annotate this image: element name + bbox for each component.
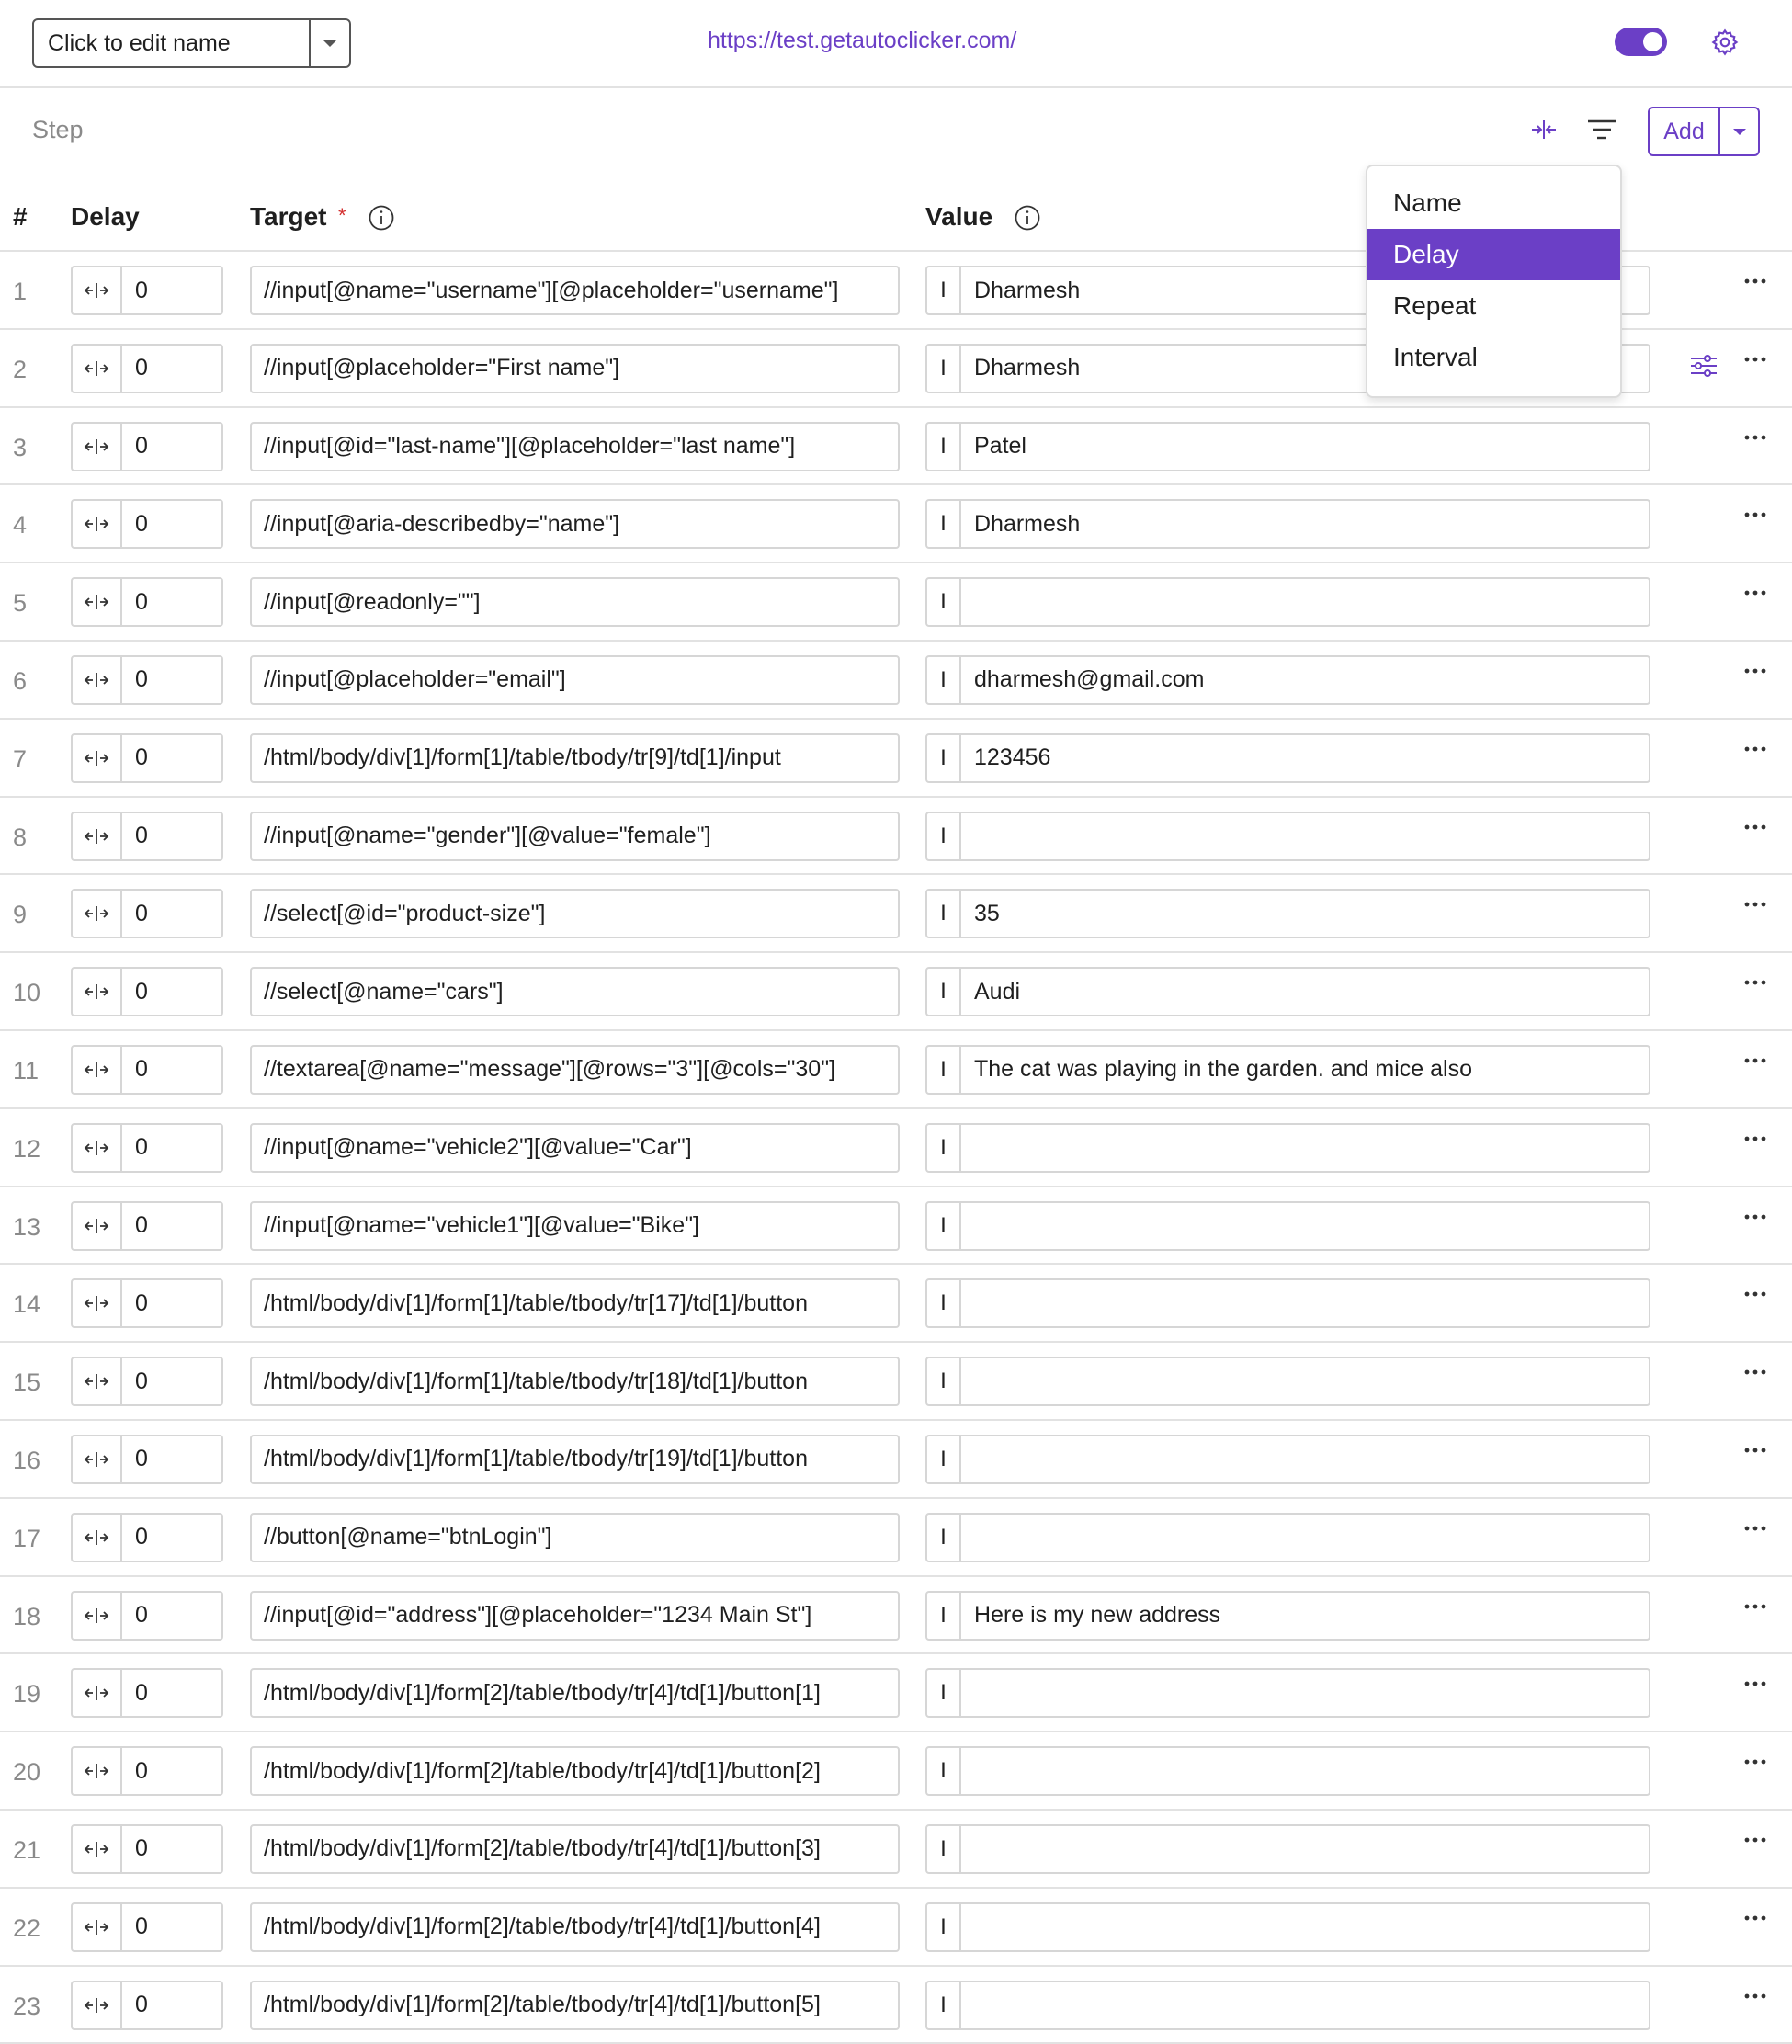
target-input[interactable]: //select[@name="cars"]	[250, 967, 900, 1016]
more-options-icon[interactable]	[1743, 1290, 1767, 1298]
table-row	[0, 1187, 1792, 1266]
value-field	[925, 812, 1650, 861]
toggle-knob	[1643, 32, 1662, 51]
delay-mode-icon	[84, 827, 109, 846]
value-field	[925, 1123, 1650, 1173]
table-row	[0, 1343, 1792, 1421]
more-options-icon[interactable]	[1743, 1525, 1767, 1532]
value-type-button[interactable]: I	[927, 1358, 961, 1404]
value-field	[925, 499, 1650, 549]
delay-mode-button[interactable]	[73, 1436, 122, 1482]
delay-field	[71, 1591, 223, 1641]
value-type-button[interactable]: I	[927, 735, 961, 781]
target-input[interactable]: //input[@name="gender"][@value="female"]	[250, 812, 900, 861]
row-number: 17	[13, 1524, 41, 1552]
column-header-value: Value	[925, 202, 993, 231]
sliders-icon[interactable]	[1689, 352, 1718, 380]
delay-input[interactable]: 0	[135, 1679, 148, 1706]
delay-field	[71, 812, 223, 861]
delay-mode-button[interactable]	[73, 1047, 122, 1093]
value-type-button[interactable]: I	[927, 1982, 961, 2028]
delay-mode-button[interactable]	[73, 1203, 122, 1249]
table-row	[0, 1499, 1792, 1577]
delay-field	[71, 655, 223, 705]
value-input[interactable]	[961, 1436, 1649, 1482]
table-row	[0, 1811, 1792, 1889]
row-number: 6	[13, 666, 28, 695]
value-type-button[interactable]: I	[927, 891, 961, 937]
value-type-button[interactable]: I	[927, 1280, 961, 1326]
target-input[interactable]: /html/body/div[1]/form[2]/table/tbody/tr[4]/td[1]/button[1]	[250, 1668, 900, 1718]
delay-mode-icon	[84, 1217, 109, 1235]
delay-mode-icon	[84, 749, 109, 767]
delay-mode-icon	[84, 1684, 109, 1702]
row-number: 21	[13, 1835, 41, 1864]
value-type-button[interactable]: I	[927, 1047, 961, 1093]
delay-mode-button[interactable]	[73, 1358, 122, 1404]
more-options-icon[interactable]	[1743, 745, 1767, 753]
target-input[interactable]: /html/body/div[1]/form[2]/table/tbody/tr[4]/td[1]/button[3]	[250, 1824, 900, 1874]
target-input[interactable]: //input[@placeholder="First name"]	[250, 344, 900, 393]
value-input[interactable]	[961, 1203, 1649, 1249]
chevron-down-icon	[323, 40, 336, 47]
more-options-icon[interactable]	[1743, 667, 1767, 675]
target-input[interactable]: /html/body/div[1]/form[1]/table/tbody/tr[18]/td[1]/button	[250, 1357, 900, 1406]
row-number: 5	[13, 589, 28, 618]
delay-input[interactable]: 0	[135, 355, 148, 381]
delay-input[interactable]: 0	[135, 1446, 148, 1472]
delay-mode-button[interactable]	[73, 501, 122, 547]
target-input[interactable]: //button[@name="btnLogin"]	[250, 1513, 900, 1562]
dropdown-item-interval[interactable]: Interval	[1393, 343, 1478, 371]
row-number: 22	[13, 1913, 41, 1942]
delay-mode-button[interactable]	[73, 1125, 122, 1171]
enable-toggle[interactable]	[1615, 28, 1667, 56]
delay-field	[71, 344, 223, 393]
delay-mode-button[interactable]	[73, 1515, 122, 1561]
delay-mode-icon	[84, 515, 109, 533]
delay-mode-icon	[84, 982, 109, 1001]
row-number: 10	[13, 979, 41, 1007]
dropdown-item-delay[interactable]: Delay	[1367, 229, 1620, 280]
delay-mode-icon	[84, 1762, 109, 1780]
value-field	[925, 1278, 1650, 1328]
row-number: 2	[13, 355, 28, 383]
delay-mode-button[interactable]	[73, 1280, 122, 1326]
value-input[interactable]	[961, 1280, 1649, 1326]
delay-field	[71, 1824, 223, 1874]
filter-icon[interactable]	[1586, 116, 1617, 143]
target-input[interactable]: //input[@name="vehicle2"][@value="Car"]	[250, 1123, 900, 1173]
value-input[interactable]	[961, 1670, 1649, 1716]
table-row	[0, 720, 1792, 798]
value-field	[925, 1902, 1650, 1952]
value-field	[925, 889, 1650, 938]
delay-input[interactable]: 0	[135, 588, 148, 615]
more-options-icon[interactable]	[1743, 1680, 1767, 1687]
value-field	[925, 1513, 1650, 1562]
target-input[interactable]: /html/body/div[1]/form[1]/table/tbody/tr[19]/td[1]/button	[250, 1435, 900, 1484]
column-header-number: #	[13, 202, 28, 231]
delay-field	[71, 577, 223, 627]
value-input[interactable]: dharmesh@gmail.com	[974, 666, 1205, 693]
target-input[interactable]: /html/body/div[1]/form[1]/table/tbody/tr[9]/td[1]/input	[250, 733, 900, 783]
value-type-button[interactable]: I	[927, 657, 961, 703]
value-input[interactable]	[961, 1748, 1649, 1794]
value-input[interactable]	[961, 813, 1649, 859]
table-row	[0, 1031, 1792, 1109]
delay-field	[71, 1668, 223, 1718]
value-type-button[interactable]: I	[927, 969, 961, 1015]
row-number: 7	[13, 744, 28, 773]
delay-mode-button[interactable]	[73, 657, 122, 703]
table-row	[0, 1967, 1792, 2044]
delay-mode-button[interactable]	[73, 813, 122, 859]
page-url-link[interactable]: https://test.getautoclicker.com/	[708, 28, 1017, 53]
value-type-button[interactable]: I	[927, 1203, 961, 1249]
value-input[interactable]: Dharmesh	[974, 510, 1081, 537]
chevron-down-icon	[1733, 129, 1746, 135]
target-input[interactable]: //input[@name="vehicle1"][@value="Bike"]	[250, 1201, 900, 1251]
target-input[interactable]: //input[@id="last-name"][@placeholder="last name"]	[250, 422, 900, 471]
value-type-button[interactable]: I	[927, 1826, 961, 1872]
delay-input[interactable]: 0	[135, 1134, 148, 1161]
row-number: 23	[13, 1992, 41, 2020]
delay-mode-button[interactable]	[73, 267, 122, 313]
target-input[interactable]: /html/body/div[1]/form[2]/table/tbody/tr[4]/td[1]/button[4]	[250, 1902, 900, 1952]
value-input[interactable]: 123456	[974, 744, 1051, 771]
value-field	[925, 422, 1650, 471]
config-name-select[interactable]	[32, 18, 351, 68]
delay-mode-button[interactable]	[73, 1670, 122, 1716]
delay-mode-icon	[84, 1996, 109, 2015]
delay-mode-button[interactable]	[73, 891, 122, 937]
more-options-icon[interactable]	[1743, 1758, 1767, 1766]
delay-field	[71, 889, 223, 938]
value-field	[925, 1591, 1650, 1641]
value-input[interactable]	[961, 1904, 1649, 1950]
add-step-label[interactable]: Add	[1663, 118, 1705, 144]
value-type-button[interactable]: I	[927, 267, 961, 313]
table-row	[0, 1421, 1792, 1499]
value-type-button[interactable]: I	[927, 1904, 961, 1950]
collapse-columns-icon[interactable]	[1530, 118, 1558, 142]
add-step-button[interactable]	[1648, 107, 1760, 156]
more-options-icon[interactable]	[1743, 1213, 1767, 1221]
delay-field	[71, 967, 223, 1016]
delay-mode-icon	[84, 1061, 109, 1079]
table-row	[0, 1577, 1792, 1655]
more-options-icon[interactable]	[1743, 1603, 1767, 1610]
info-icon[interactable]	[1014, 204, 1041, 232]
delay-mode-button[interactable]	[73, 735, 122, 781]
more-options-icon[interactable]	[1743, 1836, 1767, 1844]
value-input[interactable]	[961, 1515, 1649, 1561]
value-type-button[interactable]: I	[927, 813, 961, 859]
dropdown-item-repeat[interactable]: Repeat	[1393, 291, 1477, 320]
delay-mode-icon	[84, 1294, 109, 1312]
delay-input[interactable]: 0	[135, 433, 148, 460]
value-field	[925, 1668, 1650, 1718]
config-name-value[interactable]: Click to edit name	[48, 29, 231, 56]
value-input[interactable]	[961, 1982, 1649, 2028]
more-options-icon[interactable]	[1743, 1368, 1767, 1376]
add-step-dropdown-button[interactable]	[1718, 108, 1758, 154]
delay-field	[71, 1123, 223, 1173]
table-row	[0, 485, 1792, 563]
steps-table-body	[0, 252, 1792, 2044]
delay-input[interactable]: 0	[135, 277, 148, 303]
table-row	[0, 563, 1792, 642]
delay-mode-button[interactable]	[73, 1593, 122, 1639]
value-field	[925, 1045, 1650, 1095]
delay-mode-icon	[84, 359, 109, 378]
target-input[interactable]: //select[@id="product-size"]	[250, 889, 900, 938]
value-input[interactable]	[961, 1125, 1649, 1171]
delay-field	[71, 422, 223, 471]
delay-input[interactable]: 0	[135, 1368, 148, 1394]
value-field	[925, 1824, 1650, 1874]
table-row	[0, 798, 1792, 876]
value-input[interactable]: Here is my new address	[974, 1602, 1221, 1629]
delay-mode-icon	[84, 1528, 109, 1547]
gear-icon[interactable]	[1710, 28, 1740, 57]
value-field	[925, 1201, 1650, 1251]
delay-mode-button[interactable]	[73, 346, 122, 392]
more-options-icon[interactable]	[1743, 1914, 1767, 1922]
delay-input[interactable]: 0	[135, 1757, 148, 1784]
value-type-button[interactable]: I	[927, 1515, 961, 1561]
value-input[interactable]	[961, 1826, 1649, 1872]
more-options-icon[interactable]	[1743, 278, 1767, 285]
more-options-icon[interactable]	[1743, 1447, 1767, 1454]
value-input[interactable]: Audi	[974, 978, 1021, 1005]
value-input[interactable]: 35	[974, 900, 1000, 926]
value-input[interactable]: Dharmesh	[974, 355, 1081, 381]
table-row	[0, 642, 1792, 720]
more-options-icon[interactable]	[1743, 1135, 1767, 1142]
delay-mode-button[interactable]	[73, 1904, 122, 1950]
target-input[interactable]: /html/body/div[1]/form[2]/table/tbody/tr[4]/td[1]/button[5]	[250, 1981, 900, 2030]
value-type-button[interactable]: I	[927, 1593, 961, 1639]
delay-input[interactable]: 0	[135, 1835, 148, 1862]
more-options-icon[interactable]	[1743, 511, 1767, 518]
value-type-button[interactable]: I	[927, 1748, 961, 1794]
target-input[interactable]: //input[@placeholder="email"]	[250, 655, 900, 705]
add-column-dropdown-menu	[1366, 165, 1622, 398]
delay-field	[71, 1278, 223, 1328]
row-number: 13	[13, 1212, 41, 1241]
delay-mode-icon	[84, 593, 109, 611]
column-header-target: Target	[250, 202, 327, 231]
delay-mode-icon	[84, 1139, 109, 1157]
value-field	[925, 1435, 1650, 1484]
row-number: 16	[13, 1446, 41, 1474]
row-number: 18	[13, 1602, 41, 1630]
row-number: 12	[13, 1134, 41, 1163]
target-input[interactable]: //input[@readonly=""]	[250, 577, 900, 627]
delay-input[interactable]: 0	[135, 510, 148, 537]
delay-mode-button[interactable]	[73, 424, 122, 470]
value-field	[925, 655, 1650, 705]
delay-mode-icon	[84, 1607, 109, 1625]
table-row	[0, 1109, 1792, 1187]
delay-mode-button[interactable]	[73, 969, 122, 1015]
delay-field	[71, 1357, 223, 1406]
value-field	[925, 1357, 1650, 1406]
delay-field	[71, 733, 223, 783]
value-field	[925, 1981, 1650, 2030]
table-row	[0, 1889, 1792, 1967]
table-row	[0, 953, 1792, 1031]
delay-input[interactable]: 0	[135, 1212, 148, 1239]
top-header	[0, 0, 1792, 88]
dropdown-item-name[interactable]: Name	[1393, 188, 1462, 217]
target-input[interactable]: //input[@aria-describedby="name"]	[250, 499, 900, 549]
table-row	[0, 408, 1792, 486]
delay-field	[71, 1981, 223, 2030]
row-number: 1	[13, 278, 28, 305]
delay-field	[71, 499, 223, 549]
row-number: 14	[13, 1290, 41, 1319]
row-number: 20	[13, 1758, 41, 1787]
section-title: Step	[32, 116, 84, 143]
delay-field	[71, 1435, 223, 1484]
row-number: 8	[13, 823, 28, 851]
more-options-icon[interactable]	[1743, 434, 1767, 441]
value-type-button[interactable]: I	[927, 1125, 961, 1171]
delay-mode-icon	[84, 1450, 109, 1469]
delay-field	[71, 1201, 223, 1251]
delay-input[interactable]: 0	[135, 1992, 148, 2018]
table-row	[0, 875, 1792, 953]
info-icon[interactable]	[368, 204, 395, 232]
value-type-button[interactable]: I	[927, 1436, 961, 1482]
delay-mode-icon	[84, 1840, 109, 1858]
value-type-button[interactable]: I	[927, 501, 961, 547]
delay-input[interactable]: 0	[135, 1913, 148, 1940]
delay-field	[71, 1746, 223, 1796]
delay-mode-icon	[84, 437, 109, 456]
target-input[interactable]: //input[@id="address"][@placeholder="1234 Main St"]	[250, 1591, 900, 1641]
delay-input[interactable]: 0	[135, 1602, 148, 1629]
more-options-icon[interactable]	[1743, 589, 1767, 596]
delay-input[interactable]: 0	[135, 1289, 148, 1316]
delay-field	[71, 1045, 223, 1095]
value-type-button[interactable]: I	[927, 1670, 961, 1716]
value-input[interactable]: The cat was playing in the garden. and mice also	[974, 1056, 1472, 1083]
value-type-button[interactable]: I	[927, 424, 961, 470]
delay-field	[71, 266, 223, 315]
value-input[interactable]: Dharmesh	[974, 277, 1081, 303]
delay-mode-button[interactable]	[73, 579, 122, 625]
delay-mode-icon	[84, 281, 109, 300]
value-input[interactable]	[961, 1358, 1649, 1404]
more-options-icon[interactable]	[1743, 1057, 1767, 1064]
table-row	[0, 1654, 1792, 1732]
value-input[interactable]: Patel	[974, 433, 1026, 460]
table-row	[0, 1265, 1792, 1343]
more-options-icon[interactable]	[1743, 823, 1767, 831]
more-options-icon[interactable]	[1743, 901, 1767, 908]
delay-input[interactable]: 0	[135, 1524, 148, 1550]
target-input[interactable]: //input[@name="username"][@placeholder="username"]	[250, 266, 900, 315]
delay-field	[71, 1902, 223, 1952]
value-field	[925, 733, 1650, 783]
column-header-delay: Delay	[71, 202, 140, 231]
more-options-icon[interactable]	[1743, 979, 1767, 986]
delay-field	[71, 1513, 223, 1562]
row-number: 19	[13, 1680, 41, 1709]
delay-mode-button[interactable]	[73, 1748, 122, 1794]
delay-input[interactable]: 0	[135, 1056, 148, 1083]
row-number: 9	[13, 901, 28, 929]
delay-mode-icon	[84, 904, 109, 923]
delay-mode-button[interactable]	[73, 1982, 122, 2028]
delay-mode-button[interactable]	[73, 1826, 122, 1872]
delay-mode-icon	[84, 1372, 109, 1391]
row-number: 3	[13, 433, 28, 461]
row-number: 15	[13, 1368, 41, 1397]
value-input[interactable]	[961, 579, 1649, 625]
delay-mode-icon	[84, 671, 109, 689]
config-name-dropdown-button[interactable]	[309, 20, 349, 66]
required-marker: *	[338, 204, 346, 227]
more-options-icon[interactable]	[1743, 1993, 1767, 2000]
value-field	[925, 967, 1650, 1016]
table-row	[0, 1732, 1792, 1811]
value-field	[925, 1746, 1650, 1796]
value-field	[925, 577, 1650, 627]
target-input[interactable]: /html/body/div[1]/form[2]/table/tbody/tr[4]/td[1]/button[2]	[250, 1746, 900, 1796]
delay-input[interactable]: 0	[135, 666, 148, 693]
row-number: 4	[13, 511, 28, 539]
delay-input[interactable]: 0	[135, 978, 148, 1005]
delay-input[interactable]: 0	[135, 823, 148, 849]
delay-input[interactable]: 0	[135, 900, 148, 926]
delay-mode-icon	[84, 1918, 109, 1936]
value-type-button[interactable]: I	[927, 346, 961, 392]
delay-input[interactable]: 0	[135, 744, 148, 771]
more-options-icon[interactable]	[1743, 356, 1767, 363]
row-number: 11	[13, 1056, 40, 1084]
target-input[interactable]: //textarea[@name="message"][@rows="3"][@cols="30"]	[250, 1045, 900, 1095]
target-input[interactable]: /html/body/div[1]/form[1]/table/tbody/tr[17]/td[1]/button	[250, 1278, 900, 1328]
value-type-button[interactable]: I	[927, 579, 961, 625]
